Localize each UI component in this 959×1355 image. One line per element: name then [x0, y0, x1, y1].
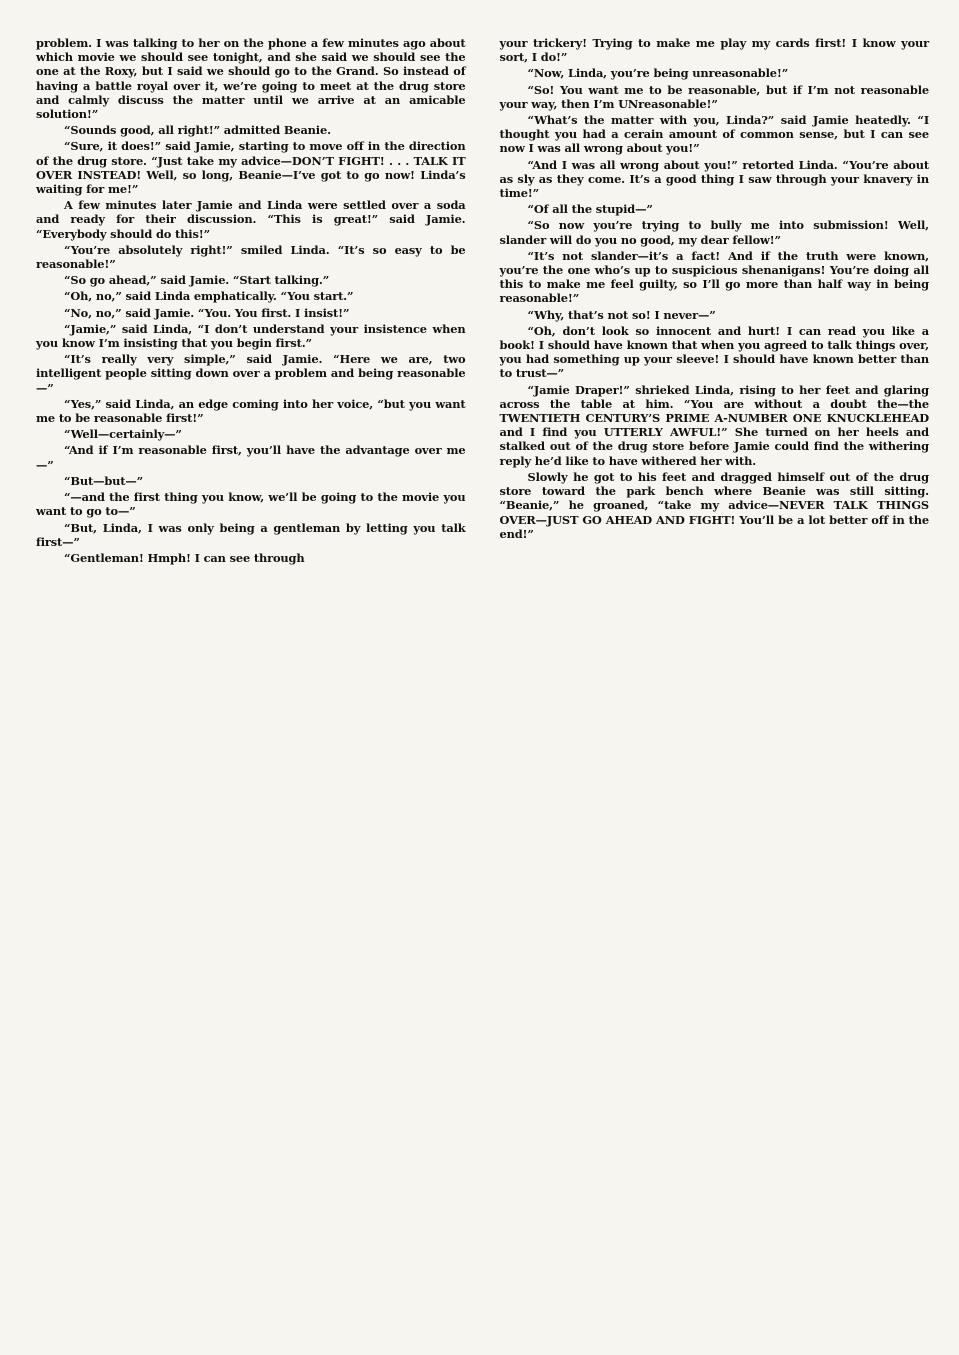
paragraph: problem. I was talking to her on the phone a few minutes ago about which movie we should see tonight, and she said we should see the one at the Roxy, but I said we should go to the Grand. So instead of having a battle royal over it, we’re going to meet at the drug store and calmly discuss the matter until we arrive at an amicable solution!” — [36, 36, 466, 122]
paragraph: “Why, that’s not so! I never—” — [527, 307, 716, 322]
paragraph: “Gentleman! Hmph! I can see through — [64, 550, 305, 565]
paragraph: “Well—certainly—” — [64, 427, 182, 442]
paragraph: Slowly he got to his feet and dragged himself out of the drug store toward the park bench where Beanie was still sitting. “Beanie,” he groaned, “take my advice—NEVER TALK THINGS OVER—JUST GO AHEAD AND FIGHT! You’ll be a lot better off in the end!” — [499, 469, 929, 541]
paragraph: “—and the first thing you know, we’ll be going to the movie you want to go to—” — [36, 490, 466, 519]
paragraph: your trickery! Trying to make me play my cards first! I know your sort, I do!” — [499, 36, 929, 65]
paragraph: “And I was all wrong about you!” retorted Linda. “You’re about as sly as they come. It’s a good thing I saw through your knavery in time!” — [499, 157, 929, 201]
paragraph: “Sounds good, all right!” admitted Beanie. — [64, 123, 331, 138]
left-column — [36, 36, 466, 1355]
paragraph: “It’s not slander—it’s a fact! And if the truth were known, you’re the one who’s up to suspicious shenanigans! You’re doing all this to make me feel guilty, so I’ll go more than half way in being reasonable!” — [499, 248, 929, 306]
paragraph: “But, Linda, I was only being a gentleman by letting you talk first—” — [36, 520, 466, 549]
paragraph: “But—but—” — [64, 473, 144, 488]
paragraph: A few minutes later Jamie and Linda were settled over a soda and ready for their discussion. “This is great!” said Jamie. “Everybody should do this!” — [36, 198, 466, 241]
paragraph: “Oh, no,” said Linda emphatically. “You start.” — [64, 289, 354, 304]
paragraph: “Jamie Draper!” shrieked Linda, rising to her feet and glaring across the table at him. “You are without a doubt the—the TWENTIETH CENTURY’S PRIME A-NUMBER ONE KNUCKLEHEAD and I find you UTTERLY AWFUL!” She turned on her heels and stalked out of the drug store before Jamie could find the withering reply he’d like to have withered her with. — [499, 382, 929, 468]
paragraph: “It’s really very simple,” said Jamie. “Here we are, two intelligent people sitting down over a problem and being reasonable—” — [36, 352, 466, 395]
paragraph: “Sure, it does!” said Jamie, starting to move off in the direction of the drug store. “Just take my advice—DON’T FIGHT! . . . TALK IT OVER INSTEAD! Well, so long, Beanie—I’ve got to go now! Linda’s waiting for me!” — [36, 139, 466, 197]
paragraph: “Of all the stupid—” — [527, 202, 653, 217]
paragraph: “Oh, don’t look so innocent and hurt! I can read you like a book! I should have known that when you agreed to talk things over, you had something up your sleeve! I should have known better than to trust—” — [499, 323, 929, 381]
paragraph: “No, no,” said Jamie. “You. You first. I insist!” — [64, 305, 350, 320]
paragraph: “So! You want me to be reasonable, but if I’m not reasonable your way, then I’m UNreasonable!” — [499, 82, 929, 111]
paragraph: “You’re absolutely right!” smiled Linda. “It’s so easy to be reasonable!” — [36, 242, 466, 272]
paragraph: “What’s the matter with you, Linda?” said Jamie heatedly. “I thought you had a cerain amount of common sense, but I can see now I was all wrong about you!” — [499, 113, 929, 156]
paragraph: “Now, Linda, you’re being unreasonable!” — [527, 66, 789, 81]
paragraph: “So now you’re trying to bully me into submission! Well, slander will do you no good, my dear fellow!” — [499, 218, 929, 247]
paragraph: “Jamie,” said Linda, “I don’t understand your insistence when you know I’m insisting that you begin first.” — [36, 321, 466, 351]
right-column — [500, 36, 930, 1355]
paragraph: “Yes,” said Linda, an edge coming into her voice, “but you want me to be reasonable first!” — [36, 396, 466, 426]
paragraph: “So go ahead,” said Jamie. “Start talking.” — [64, 273, 330, 288]
paragraph: “And if I’m reasonable first, you’ll have the advantage over me—” — [36, 443, 466, 472]
